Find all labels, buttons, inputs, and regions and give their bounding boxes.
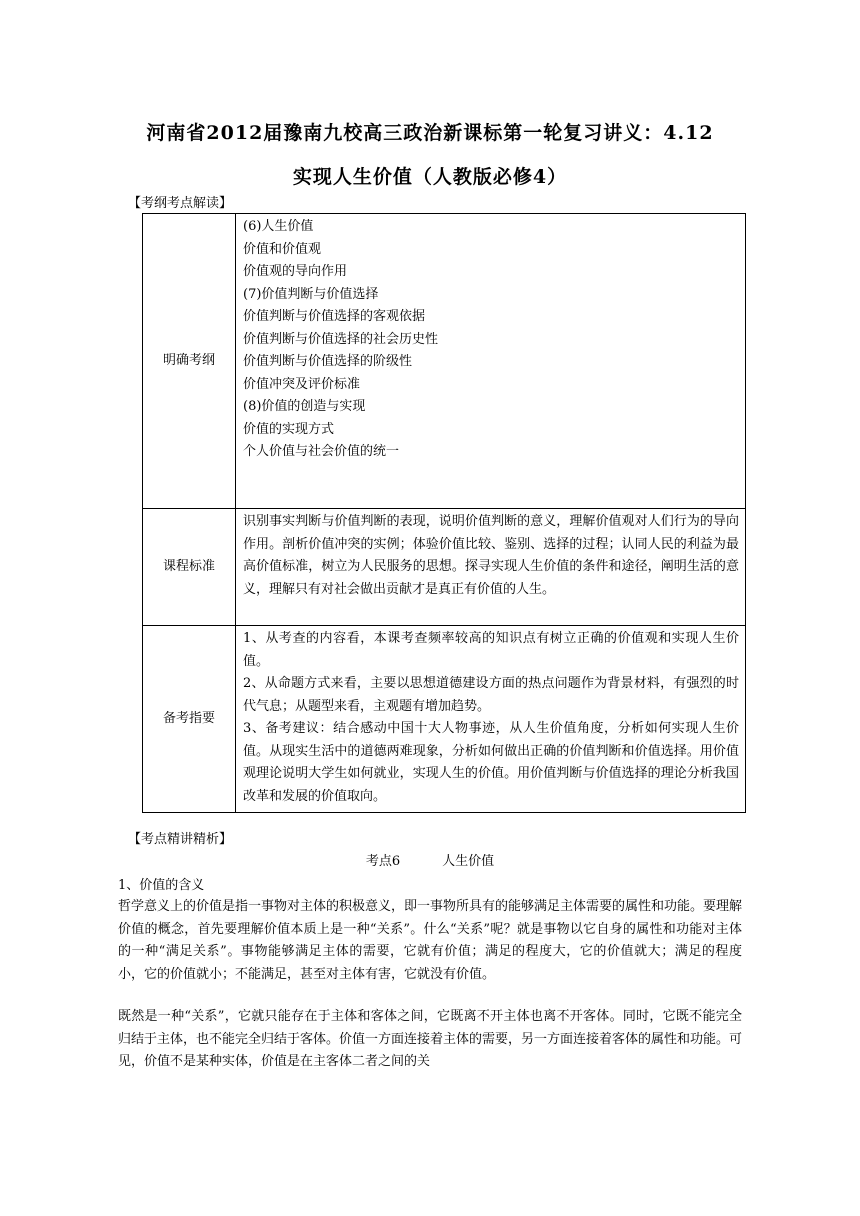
section-heading: 1、价值的含义 [118,878,205,893]
row-header-outline: 明确考纲 [143,214,236,509]
standard-text: 识别事实判断与价值判断的表现，说明价值判断的意义，理解价值观对人们行为的导向作用。剖析价值冲突的实例；体验价值比较、鉴别、选择的过程；认同人民的利益为最高价值标准，树立为人民服务的思想。探寻实现人生价值的条件和途径，阐明生活的意义，理解只有对社会做出贡献才是真正有价值的人生。 [236,509,746,626]
table-row [143,214,746,509]
list-item: 价值判断与价值选择的社会历史性 [243,331,439,347]
subheading [0,850,860,869]
prep-notes [236,626,746,813]
list-item: 价值观的导向作用 [243,264,348,279]
row-header-prep: 备考指要 [143,626,236,813]
document-title-line2: 实现人生价值（人教版必修4） [292,166,568,188]
list-item: 价值的实现方式 [243,421,335,437]
subheading-label: 考点6 [365,854,401,869]
paragraph: 既然是一种“关系”，它就只能存在于主体和客体之间，它既离不开主体也离不开客体。同时，它既不能完全归结于主体，也不能完全归结于客体。价值一方面连接着主体的需要，另一方面连接着客体的属性和功能。可见，价值不是某种实体，价值是在主客体二者之间的关 [118,1009,743,1070]
row-header-standard: 课程标准 [143,509,236,626]
table-row [143,509,746,626]
paragraph: 哲学意义上的价值是指一事物对主体的积极意义，即一事物所具有的能够满足主体需要的属性和功能。要理解价值的概念，首先要理解价值本质上是一种“关系”。什么“关系”呢？就是事物以它自身的属性和功能对主体的一种“满足关系”。事物能够满足主体的需要，它就有价值；满足的程度大，它的价值就大；满足的程度小，它的价值就小；不能满足，甚至对主体有害，它就没有价值。 [118,899,743,982]
outline-list [236,214,746,509]
section-label-syllabus: 【考纲考点解读】 [128,196,233,211]
list-item: 价值判断与价值选择的客观依据 [243,309,426,324]
subheading-topic: 人生价值 [442,854,495,869]
list-item: (7)价值判断与价值选择 [243,286,379,302]
syllabus-table [142,213,746,813]
list-item: 价值和价值观 [243,241,322,257]
list-item: 价值判断与价值选择的阶级性 [243,354,413,369]
list-item: 价值冲突及评价标准 [243,376,361,392]
list-item: (8)价值的创造与实现 [243,399,366,414]
prep-note: 1、从考查的内容看，本课考查频率较高的知识点有树立正确的价值观和实现人生价值。 [243,631,739,669]
list-item: (6)人生价值 [243,219,314,234]
table-row [143,626,746,813]
prep-note: 2、从命题方式来看，主要以思想道德建设方面的热点问题作为背景材料，有强烈的时代气息；从题型来看，主观题有增加趋势。 [243,676,739,714]
list-item: 个人价值与社会价值的统一 [243,444,400,459]
document-title-line1: 河南省2012届豫南九校高三政治新课标第一轮复习讲义：4.12 [146,122,714,144]
prep-note: 3、备考建议：结合感动中国十大人物事迹，从人生价值角度，分析如何实现人生价值。从现实生活中的道德两难现象，分析如何做出正确的价值判断和价值选择。用价值观理论说明大学生如何就业，实现人生的价值。用价值判断与价值选择的理论分析我国改革和发展的价值取向。 [243,721,739,804]
section-label-analysis: 【考点精讲精析】 [128,832,233,847]
